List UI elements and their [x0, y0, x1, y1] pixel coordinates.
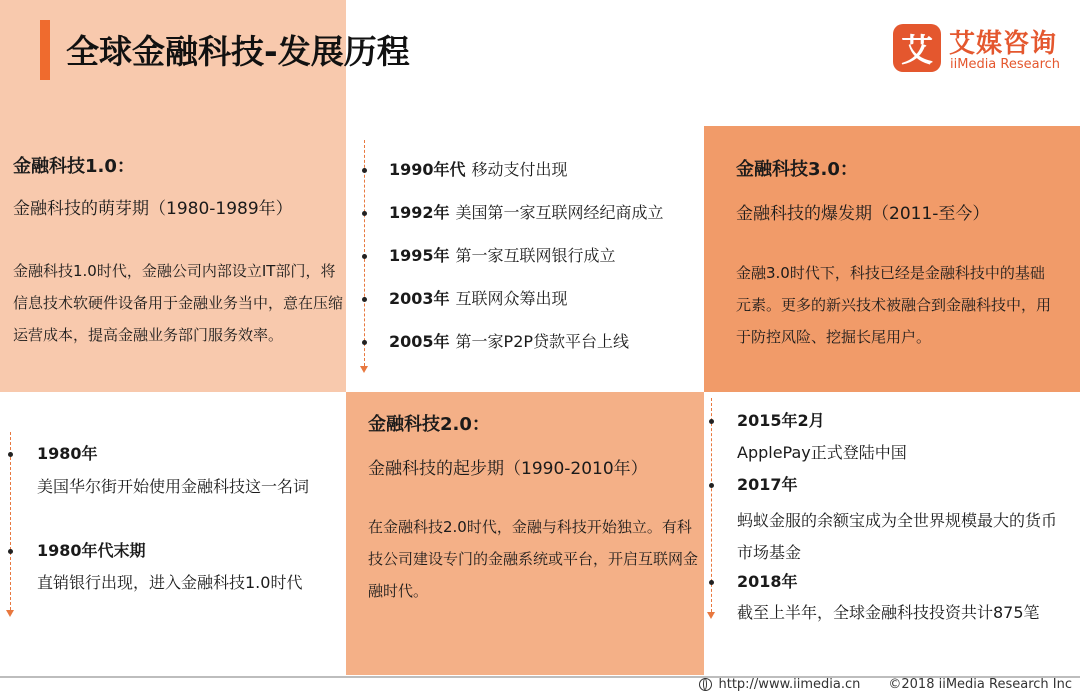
timeline-1980s-line [10, 432, 11, 610]
event-item: 1995年 第一家互联网银行成立 [389, 246, 616, 265]
timeline-dot [362, 254, 367, 259]
logo-name-cn: 艾媒咨询 [949, 29, 1058, 59]
stage-2-subtitle: 金融科技的起步期（1990-2010年） [368, 459, 648, 479]
timeline-dot [709, 580, 714, 585]
title-accent-bar [40, 20, 50, 80]
event-item: 1992年 美国第一家互联网经纪商成立 [389, 203, 664, 222]
event-year: 1980年代末期 [37, 541, 146, 560]
footer-copyright: ©2018 iiMedia Research Inc [888, 677, 1072, 692]
event-text: 直销银行出现，进入金融科技1.0时代 [37, 573, 303, 592]
timeline-1990s-line [364, 140, 365, 366]
timeline-dot [362, 340, 367, 345]
stage-2-description: 在金融科技2.0时代，金融与科技开始独立。有科技公司建设专门的金融系统或平台，开启互联网金融时代。 [368, 518, 699, 600]
iimedia-logo [893, 24, 1068, 80]
timeline-dot [362, 211, 367, 216]
stage-2-title: 金融科技2.0： [368, 414, 490, 435]
timeline-dot [709, 483, 714, 488]
logo-mark-icon: 艾 [893, 24, 941, 72]
stage-3-subtitle: 金融科技的爆发期（2011-至今） [736, 204, 990, 224]
event-year: 2017年 [737, 475, 798, 494]
timeline-dot [709, 419, 714, 424]
event-text: 美国华尔街开始使用金融科技这一名词 [37, 477, 310, 496]
footer [699, 677, 1072, 692]
footer-url[interactable]: http://www.iimedia.cn [718, 677, 861, 692]
event-item: 2003年 互联网众筹出现 [389, 289, 568, 308]
timeline-dot [8, 549, 13, 554]
stage-1-description: 金融科技1.0时代，金融公司内部设立IT部门，将信息技术软硬件设备用于金融业务当中，意在压缩运营成本，提高金融业务部门服务效率。 [13, 262, 344, 344]
event-text: ApplePay正式登陆中国 [737, 443, 907, 462]
stage-3-title: 金融科技3.0： [736, 159, 858, 180]
stage-1-title: 金融科技1.0： [13, 156, 135, 177]
event-year: 1980年 [37, 444, 98, 463]
stage-1-subtitle: 金融科技的萌芽期（1980-1989年） [13, 199, 293, 219]
event-text: 截至上半年，全球金融科技投资共计875笔 [737, 603, 1040, 622]
timeline-dot [8, 452, 13, 457]
stage-3-description: 金融3.0时代下，科技已经是金融科技中的基础元素。更多的新兴技术被融合到金融科技中，用于防控风险、挖掘长尾用户。 [736, 264, 1052, 346]
timeline-dot [362, 168, 367, 173]
event-year: 2015年2月 [737, 411, 825, 430]
event-item: 2005年 第一家P2P贷款平台上线 [389, 332, 630, 351]
logo-name-en: iiMedia Research [950, 57, 1061, 72]
globe-icon [699, 678, 712, 691]
event-year: 2018年 [737, 572, 798, 591]
timeline-dot [362, 297, 367, 302]
event-text: 蚂蚁金服的余额宝成为全世界规模最大的货币市场基金 [737, 511, 1058, 562]
page-title: 全球金融科技-发展历程 [66, 32, 410, 71]
event-item: 1990年代 移动支付出现 [389, 160, 568, 179]
